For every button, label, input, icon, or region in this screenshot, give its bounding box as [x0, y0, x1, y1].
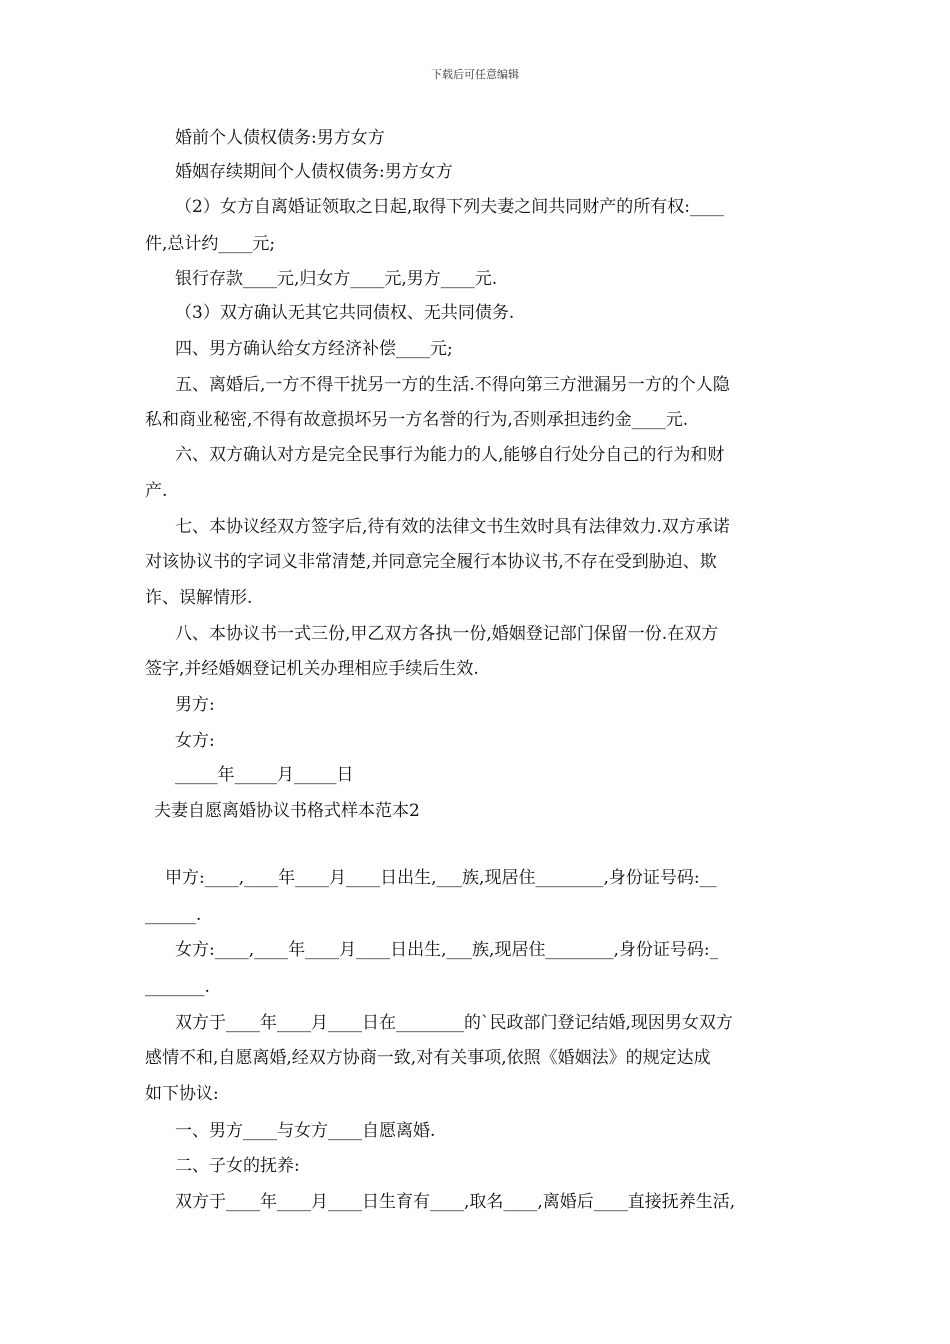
- signature-label-male: 男方:: [175, 695, 215, 715]
- text-line: 五、离婚后,一方不得干扰另一方的生活.不得向第三方泄漏另一方的个人隐: [175, 375, 730, 395]
- text-line: 产.: [145, 481, 168, 501]
- text-line: 对该协议书的字词义非常清楚,并同意完全履行本协议书,不存在受到胁迫、欺: [145, 552, 717, 572]
- text-line: _______.: [145, 977, 210, 997]
- text-line: 甲方:____,____年____月____日出生,___族,现居住________,身份证号码:__: [165, 868, 717, 888]
- text-line: （2）女方自离婚证领取之日起,取得下列夫妻之间共同财产的所有权:____: [175, 197, 724, 217]
- text-line: 八、本协议书一式三份,甲乙双方各执一份,婚姻登记部门保留一份.在双方: [175, 624, 719, 644]
- text-line: 七、本协议经双方签字后,待有效的法律文书生效时具有法律效力.双方承诺: [175, 517, 730, 537]
- text-line: 四、男方确认给女方经济补偿____元;: [175, 339, 453, 359]
- text-line: 签字,并经婚姻登记机关办理相应手续后生效.: [145, 659, 479, 679]
- date-line: _____年_____月_____日: [175, 765, 354, 785]
- text-line: 件,总计约____元;: [145, 234, 276, 254]
- text-line: 婚前个人债权债务:男方女方: [175, 128, 385, 148]
- text-line: 六、双方确认对方是完全民事行为能力的人,能够自行处分自己的行为和财: [175, 445, 725, 465]
- text-line: 二、子女的抚养:: [175, 1156, 300, 1176]
- text-line: 银行存款____元,归女方____元,男方____元.: [175, 269, 498, 289]
- text-line: 双方于____年____月____日在________的`民政部门登记结婚,现因男女双方: [175, 1013, 733, 1033]
- signature-label-female: 女方:: [175, 731, 215, 751]
- text-line: 女方:____,____年____月____日出生,___族,现居住________,身份证号码:_: [175, 940, 719, 960]
- page-header: 下载后可任意编辑: [431, 68, 519, 81]
- text-line: 私和商业秘密,不得有故意损坏另一方名誉的行为,否则承担违约金____元.: [145, 410, 689, 430]
- section-title: 夫妻自愿离婚协议书格式样本范本2: [154, 801, 420, 821]
- text-line: ______.: [145, 905, 202, 925]
- text-line: 双方于____年____月____日生育有____,取名____,离婚后____直接抚养生活,: [175, 1192, 736, 1212]
- text-line: 感情不和,自愿离婚,经双方协商一致,对有关事项,依照《婚姻法》的规定达成: [145, 1048, 711, 1068]
- text-line: 婚姻存续期间个人债权债务:男方女方: [175, 162, 453, 182]
- text-line: 如下协议:: [145, 1084, 219, 1104]
- text-line: （3）双方确认无其它共同债权、无共同债务.: [175, 303, 515, 323]
- text-line: 诈、误解情形.: [145, 588, 253, 608]
- text-line: 一、男方____与女方____自愿离婚.: [175, 1121, 436, 1141]
